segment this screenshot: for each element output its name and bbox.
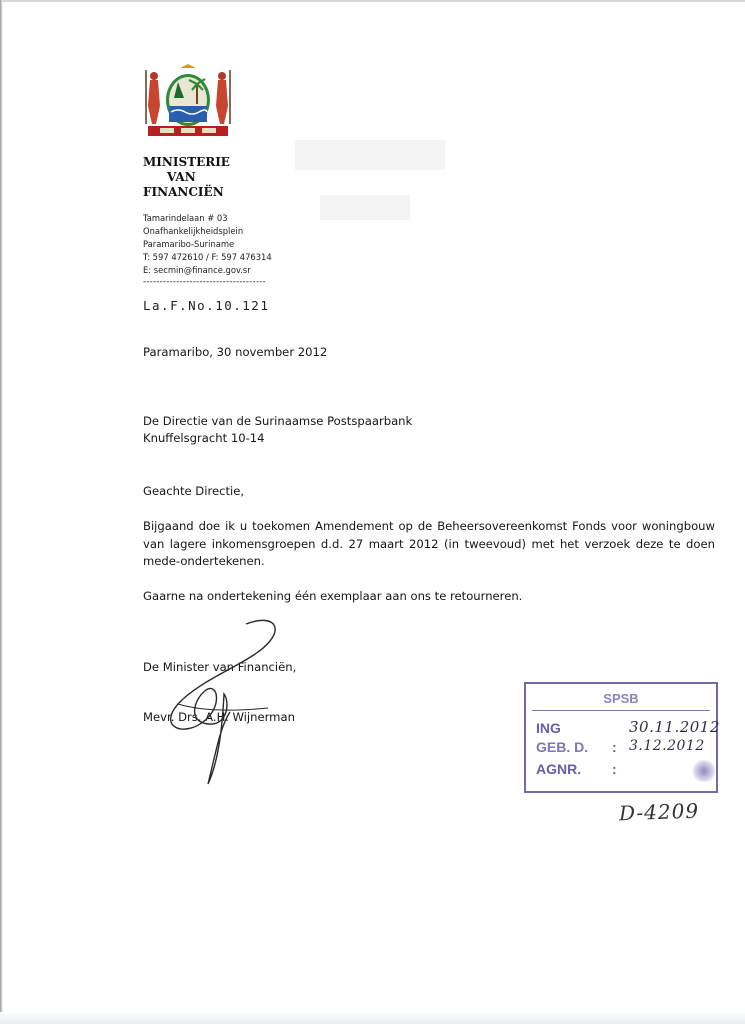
ministry-line: VAN bbox=[167, 170, 196, 184]
stamp-label: AGNR. bbox=[536, 761, 582, 777]
body-paragraph: Gaarne na ondertekening één exemplaar aan ons te retourneren. bbox=[143, 589, 523, 603]
signatory-name: Mevr. Drs. A.H. Wijnerman bbox=[143, 710, 295, 724]
coat-of-arms-emblem bbox=[140, 62, 236, 142]
address-line: Paramaribo-Suriname bbox=[143, 239, 235, 249]
stamp-separator: : bbox=[612, 739, 617, 755]
scan-edge bbox=[0, 0, 3, 1024]
handwritten-document-number: D-4209 bbox=[618, 798, 700, 826]
stamp-processed-date: 3.12.2012 bbox=[629, 738, 705, 754]
sender-address bbox=[143, 212, 272, 288]
stamp-separator: : bbox=[612, 761, 617, 777]
recipient-line: Knuffelsgracht 10-14 bbox=[143, 431, 265, 445]
salutation: Geachte Directie, bbox=[143, 484, 245, 498]
stamp-label: ING bbox=[536, 720, 561, 736]
stamp-received-date: 30.11.2012 bbox=[629, 718, 720, 736]
signatory-title: De Minister van Financiën, bbox=[143, 660, 297, 674]
bleed-through-mark bbox=[290, 135, 450, 245]
phone-fax-line: T: 597 472610 / F: 597 476314 bbox=[143, 252, 272, 262]
stamp-label: GEB. D. bbox=[536, 739, 589, 755]
scan-edge bbox=[0, 1012, 745, 1024]
ministry-name bbox=[143, 155, 230, 200]
handwritten-signature bbox=[158, 612, 288, 792]
letterhead-divider: ------------------------------------- bbox=[143, 276, 266, 286]
recipient-line: De Directie van de Surinaamse Postspaarbank bbox=[143, 414, 413, 428]
ministry-line: MINISTERIE bbox=[143, 155, 230, 169]
recipient-address bbox=[143, 413, 412, 447]
ministry-line: FINANCIËN bbox=[143, 185, 224, 199]
address-line: Onafhankelijkheidsplein bbox=[143, 226, 244, 236]
letter-date: Paramaribo, 30 november 2012 bbox=[143, 345, 328, 359]
address-line: Tamarindelaan # 03 bbox=[143, 213, 228, 223]
reference-number: La.F.No.10.121 bbox=[143, 298, 270, 313]
scan-edge bbox=[0, 0, 745, 2]
ink-smudge bbox=[692, 760, 716, 782]
received-stamp bbox=[524, 682, 718, 793]
body-paragraph: Bijgaand doe ik u toekomen Amendement op de Beheersovereenkomst Fonds voor woningbouw van lagere inkomensgroepen d.d. 27 maart 2012 (in tweevoud) met het verzoek deze te doen mede-ondertekenen. bbox=[143, 519, 715, 568]
stamp-header: SPSB bbox=[532, 688, 710, 711]
email-line: E: secmin@finance.gov.sr bbox=[143, 265, 251, 275]
